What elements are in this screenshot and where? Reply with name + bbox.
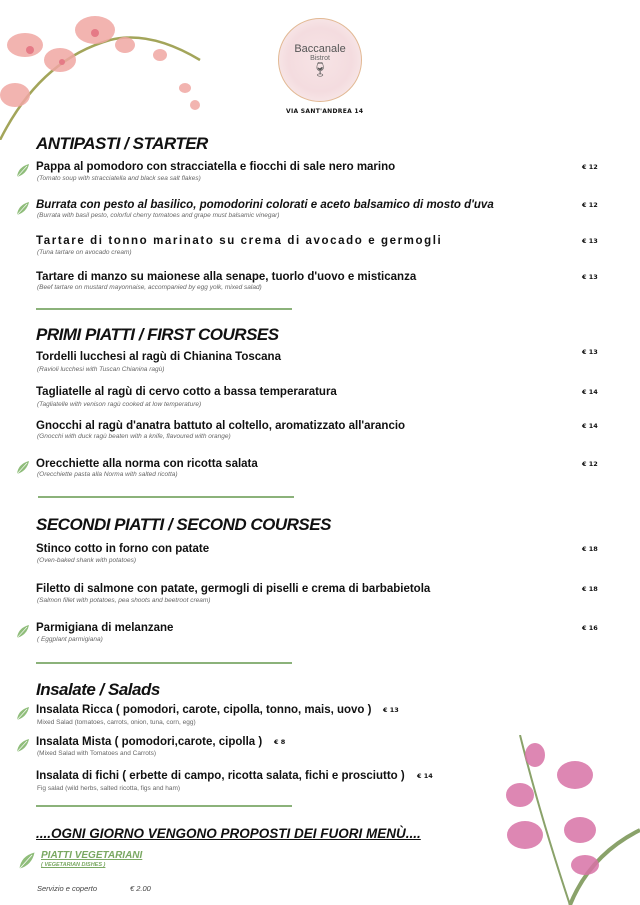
leaf-icon bbox=[15, 705, 31, 721]
menu-item-description: (Tuna tartare on avocado cream) bbox=[37, 249, 132, 256]
menu-item-description: Fig salad (wild herbs, salted ricotta, figs and ham) bbox=[37, 785, 181, 792]
menu-item-description: (Orecchiette pasta alla Norma with salted ricotta) bbox=[37, 471, 178, 478]
menu-item-name: Insalata di fichi ( erbette di campo, ricotta salata, fichi e prosciutto ) bbox=[36, 770, 405, 782]
menu-item-description: Mixed Salad (tomatoes, carrots, onion, tuna, corn, egg) bbox=[37, 719, 196, 726]
menu-item-name: Insalata Mista ( pomodori,carote, cipolla ) bbox=[36, 736, 263, 748]
menu-item-name: Stinco cotto in forno con patate bbox=[36, 543, 210, 555]
vegetarian-legend-sub: ( VEGETARIAN DISHES ) bbox=[41, 862, 106, 868]
menu-item-price: € 8 bbox=[274, 738, 286, 746]
menu-item-description: (Beef tartare on mustard mayonnaise, accompanied by egg yolk, mixed salad) bbox=[37, 284, 262, 291]
menu-item-name: Tartare di tonno marinato su crema di avocado e germogli bbox=[36, 235, 443, 247]
menu-item-description: (Ravioli lucchesi with Tuscan Chianina ragù) bbox=[37, 366, 165, 373]
menu-item-price: € 12 bbox=[582, 201, 598, 209]
menu-item-price: € 14 bbox=[417, 772, 433, 780]
menu-item-description: (Salmon fillet with potatoes, pea shoots and beetroot cream) bbox=[37, 597, 211, 604]
logo-name: Baccanale bbox=[294, 43, 346, 55]
section-divider bbox=[36, 308, 292, 310]
menu-item-description: (Gnocchi with duck ragù beaten with a knife, flavoured with orange) bbox=[37, 433, 231, 440]
leaf-icon bbox=[17, 850, 37, 870]
section-title: SECONDI PIATTI / SECOND COURSES bbox=[36, 515, 331, 534]
section-title: Insalate / Salads bbox=[36, 680, 160, 699]
menu-item-price: € 12 bbox=[582, 460, 598, 468]
logo bbox=[278, 18, 362, 102]
menu-item-price: € 13 bbox=[582, 273, 598, 281]
section-title: ANTIPASTI / STARTER bbox=[36, 134, 208, 153]
orchid-decoration-bottom bbox=[480, 735, 640, 905]
menu-item-name: Pappa al pomodoro con stracciatella e fiocchi di sale nero marino bbox=[36, 161, 396, 173]
leaf-icon bbox=[15, 623, 31, 639]
menu-item-name: Orecchiette alla norma con ricotta salata bbox=[36, 458, 258, 470]
menu-item-description: (Tagliatelle with venison ragù cooked at low temperature) bbox=[37, 401, 202, 408]
menu-item-description: (Tomato soup with stracciatella and black sea salt flakes) bbox=[37, 175, 201, 182]
menu-item-price: € 14 bbox=[582, 422, 598, 430]
leaf-icon bbox=[15, 737, 31, 753]
menu-item-description: (Oven-baked shank with potatoes) bbox=[37, 557, 136, 564]
menu-item-price: € 12 bbox=[582, 163, 598, 171]
menu-item-name: Tordelli lucchesi al ragù di Chianina Toscana bbox=[36, 351, 281, 363]
menu-item-name: Gnocchi al ragù d'anatra battuto al coltello, aromatizzato all'arancio bbox=[36, 420, 406, 432]
leaf-icon bbox=[15, 459, 31, 475]
section-title: PRIMI PIATTI / FIRST COURSES bbox=[36, 325, 279, 344]
menu-item-description: (Mixed Salad with Tomatoes and Carrots) bbox=[37, 750, 157, 757]
leaf-icon bbox=[15, 200, 31, 216]
menu-item-price: € 18 bbox=[582, 545, 598, 553]
orchid-decoration-top bbox=[0, 0, 220, 140]
leaf-icon bbox=[15, 162, 31, 178]
menu-item-name: Filetto di salmone con patate, germogli di piselli e crema di barbabietola bbox=[36, 583, 431, 595]
section-divider bbox=[36, 805, 292, 807]
menu-item-price: € 16 bbox=[582, 624, 598, 632]
section-divider bbox=[36, 662, 292, 664]
address: VIA SANT'ANDREA 14 bbox=[286, 108, 364, 115]
menu-item-price: € 18 bbox=[582, 585, 598, 593]
menu-item-description: (Burrata with basil pesto, colorful cherry tomatoes and grape must balsamic vinegar) bbox=[37, 212, 280, 219]
menu-item-name: Parmigiana di melanzane bbox=[36, 622, 174, 634]
logo-subtitle: Bistrot bbox=[310, 55, 330, 62]
menu-item-price: € 13 bbox=[383, 706, 399, 714]
menu-item-price: € 14 bbox=[582, 388, 598, 396]
vegetarian-legend: PIATTI VEGETARIANI bbox=[41, 850, 143, 861]
menu-item-price: € 13 bbox=[582, 348, 598, 356]
service-price: € 2.00 bbox=[130, 884, 151, 893]
menu-item-name: Tartare di manzo su maionese alla senape, tuorlo d'uovo e misticanza bbox=[36, 271, 417, 283]
wine-glass-icon: 🍷︎ bbox=[311, 62, 329, 78]
menu-item-name: Tagliatelle al ragù di cervo cotto a bassa temperaratura bbox=[36, 386, 337, 398]
menu-item-name: Insalata Ricca ( pomodori, carote, cipolla, tonno, mais, uovo ) bbox=[36, 704, 372, 716]
service-label: Servizio e coperto bbox=[37, 884, 98, 893]
menu-item-name: Burrata con pesto al basilico, pomodorini colorati e aceto balsamico di mosto d'uva bbox=[36, 199, 494, 211]
daily-specials-note: ....OGNI GIORNO VENGONO PROPOSTI DEI FUORI MENÙ.... bbox=[36, 826, 421, 841]
menu-item-price: € 13 bbox=[582, 237, 598, 245]
section-divider bbox=[38, 496, 294, 498]
menu-item-description: ( Eggplant parmigiana) bbox=[37, 636, 103, 643]
